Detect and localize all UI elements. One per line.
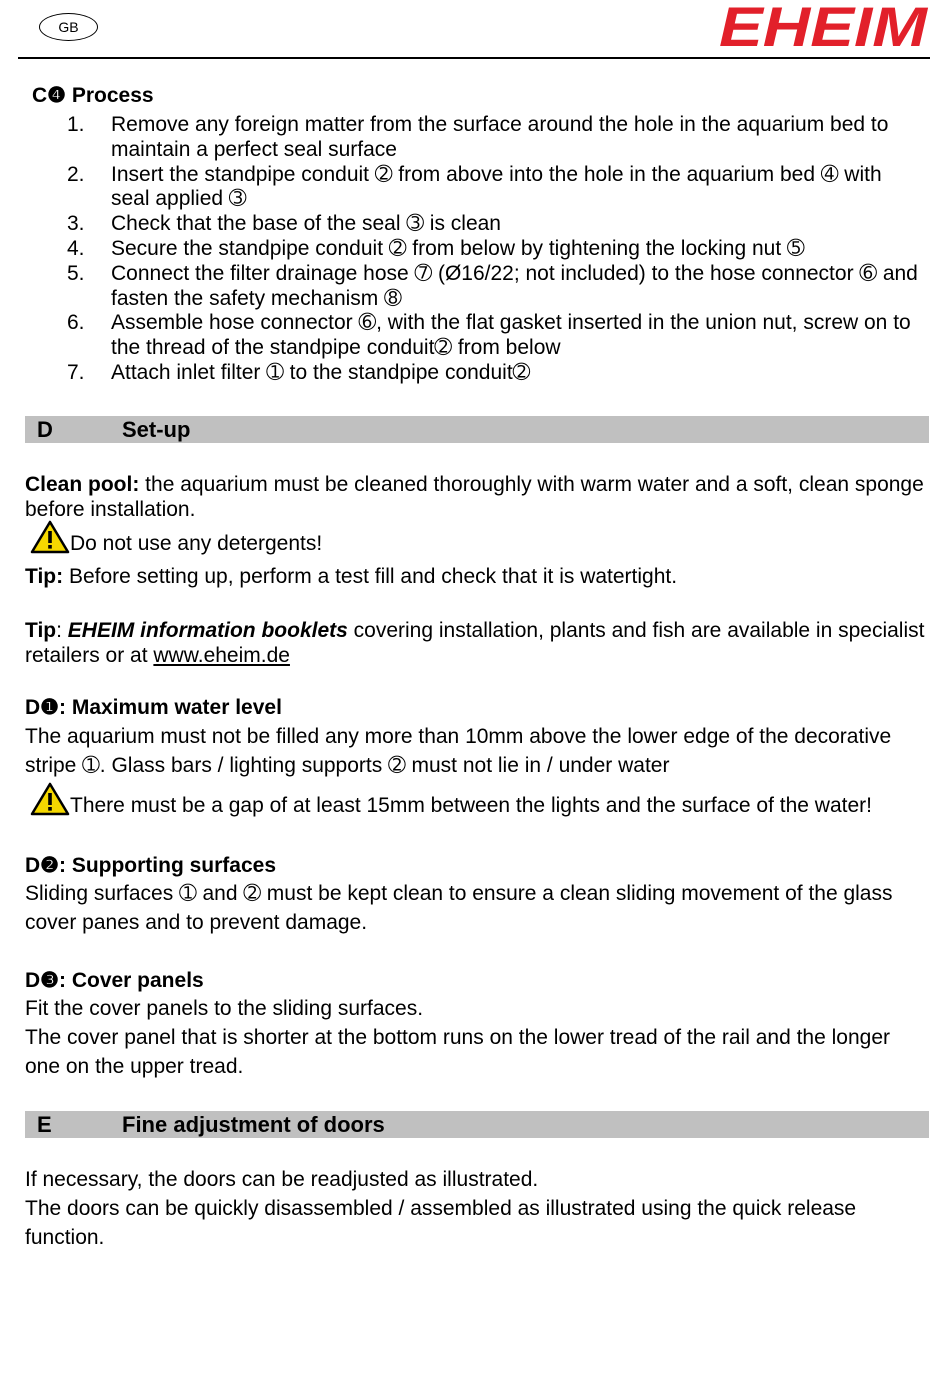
section-e-bar xyxy=(25,1111,929,1138)
page-header xyxy=(0,0,950,60)
tip-text: Before setting up, perform a test fill and check that it is watertight. xyxy=(63,565,678,588)
warning-gap xyxy=(30,782,935,823)
d1-text: The aquarium must not be filled any more than 10mm above the lower edge of the decorative stripe ➀. Glass bars / lighting supports ➁ must not lie in / under water xyxy=(25,725,892,777)
list-item xyxy=(67,113,922,163)
step-text: Secure the standpipe conduit ➁ from below by tightening the locking nut ➄ xyxy=(111,236,805,260)
tip-booklets xyxy=(25,618,930,668)
clean-pool-label: Clean pool: xyxy=(25,473,140,496)
list-item xyxy=(67,237,922,262)
step-text: Insert the standpipe conduit ➁ from above into the hole in the aquarium bed ➃ with seal applied ➂ xyxy=(111,162,882,211)
warning-text: There must be a gap of at least 15mm between the lights and the surface of the water! xyxy=(70,794,872,817)
section-d-title: Set-up xyxy=(122,417,191,442)
step-number: 5. xyxy=(67,261,85,285)
tip-test-fill xyxy=(25,564,930,589)
process-steps xyxy=(67,113,922,386)
step-text: Remove any foreign matter from the surface around the hole in the aquarium bed to maintain a perfect seal surface xyxy=(111,113,889,161)
tip-emphasis: EHEIM information booklets xyxy=(67,619,348,642)
list-item xyxy=(67,361,922,386)
d3-text-1: Fit the cover panels to the sliding surfaces. xyxy=(25,997,424,1020)
step-number: 7. xyxy=(67,360,85,384)
step-text: Attach inlet filter ➀ to the standpipe conduit➁ xyxy=(111,360,531,384)
clean-pool-text: the aquarium must be cleaned thoroughly with warm water and a soft, clean sponge before installation. xyxy=(25,473,924,521)
tip-text: covering installation, plants and fish are available in specialist retailers or at xyxy=(25,619,925,667)
header-rule xyxy=(18,57,930,59)
d3-text-2: The cover panel that is shorter at the bottom runs on the lower tread of the rail and the longer one on the upper tread. xyxy=(25,1026,890,1078)
tip-label: Tip: xyxy=(25,565,64,588)
warning-text: Do not use any detergents! xyxy=(70,532,323,555)
process-heading: C❹ Process xyxy=(32,84,154,107)
list-item xyxy=(67,262,922,312)
step-number: 3. xyxy=(67,212,85,236)
eheim-logo xyxy=(716,0,930,52)
clean-pool-paragraph xyxy=(25,472,930,522)
step-text: Assemble hose connector ➅, with the flat gasket inserted in the union nut, screw on to the thread of the standpipe conduit➁ from below xyxy=(111,311,911,360)
warning-detergents xyxy=(30,520,935,561)
section-e-title: Fine adjustment of doors xyxy=(122,1112,385,1137)
section-d-letter: D xyxy=(37,417,53,442)
d3-heading: D❸: Cover panels xyxy=(25,969,204,992)
step-number: 4. xyxy=(67,236,85,260)
language-badge: GB xyxy=(39,13,98,41)
list-item xyxy=(67,212,922,237)
list-item xyxy=(67,311,922,361)
d2-text: Sliding surfaces ➀ and ➁ must be kept clean to ensure a clean sliding movement of the glass cover panes and to prevent damage. xyxy=(25,882,893,934)
section-e-letter: E xyxy=(37,1112,52,1137)
e-text-2: The doors can be quickly disassembled / assembled as illustrated using the quick release function. xyxy=(25,1197,857,1249)
warning-triangle-icon xyxy=(30,520,70,554)
step-number: 2. xyxy=(67,162,85,186)
e-text-1: If necessary, the doors can be readjusted as illustrated. xyxy=(25,1168,539,1191)
warning-triangle-icon xyxy=(30,782,70,816)
tip-label: Tip xyxy=(25,619,57,642)
step-number: 1. xyxy=(67,113,85,136)
d2-heading: D❷: Supporting surfaces xyxy=(25,854,277,877)
section-d-bar xyxy=(25,416,929,443)
step-text: Check that the base of the seal ➂ is clean xyxy=(111,212,501,236)
brand-text: EHEIM xyxy=(719,0,929,52)
eheim-website-link[interactable]: www.eheim.de xyxy=(153,644,290,667)
tip-colon: : xyxy=(56,619,68,642)
step-number: 6. xyxy=(67,311,85,335)
d1-heading: D❶: Maximum water level xyxy=(25,696,282,719)
step-text: Connect the filter drainage hose ➆ (Ø16/22; not included) to the hose connector ➅ and fasten the safety mechanism ➇ xyxy=(111,261,918,310)
list-item xyxy=(67,163,922,213)
